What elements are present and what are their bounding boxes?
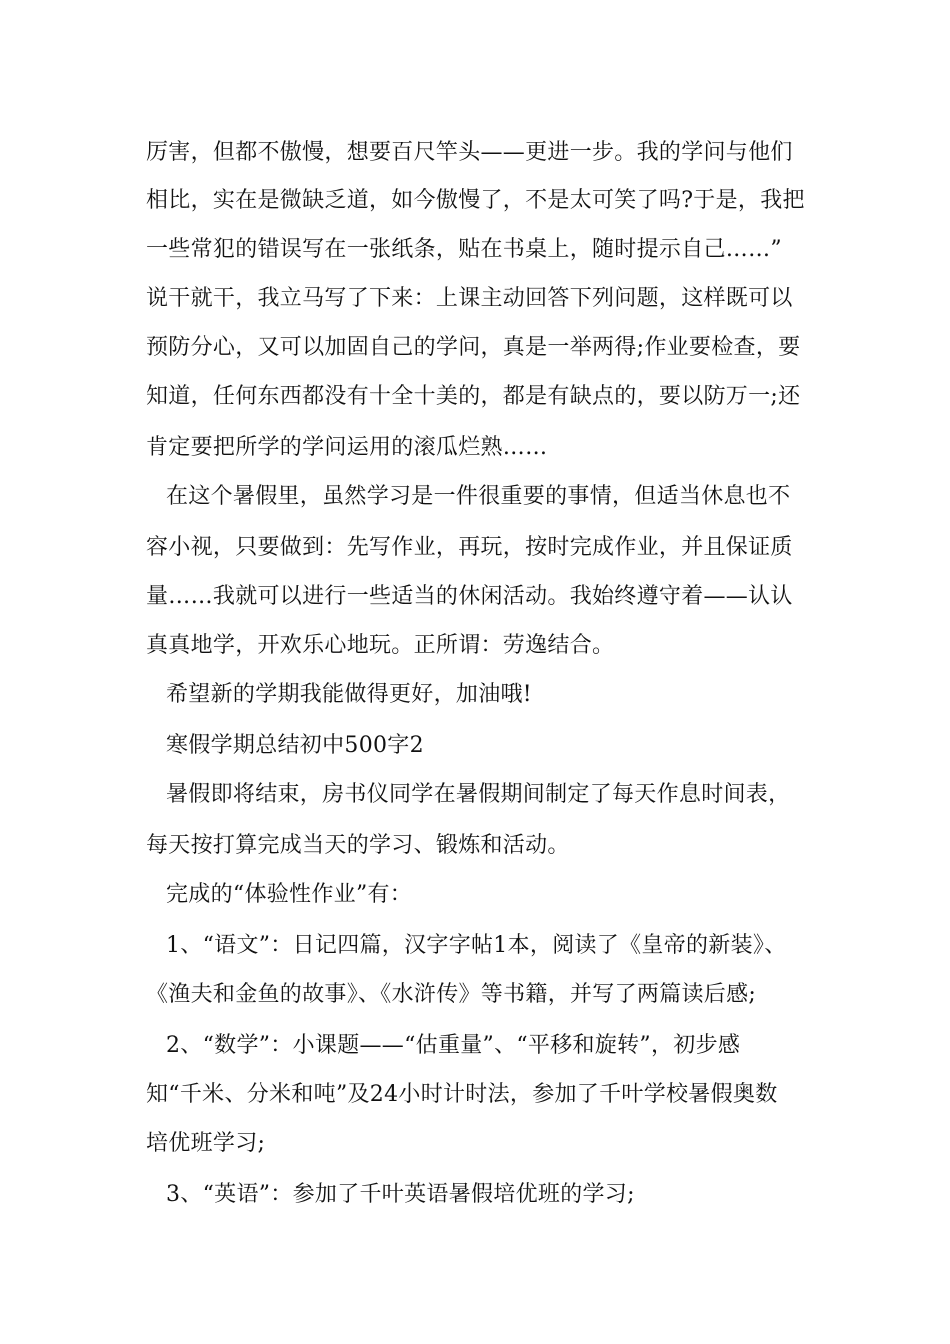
paragraph-line: 完成的“体验性作业”有： xyxy=(166,882,413,907)
paragraph-line: 真真地学，开欢乐心地玩。正所谓：劳逸结合。 xyxy=(146,633,615,658)
list-item: 3、“英语”：参加了千叶英语暑假培优班的学习; xyxy=(166,1182,635,1207)
list-item: 1、“语文”：日记四篇，汉字字帖1本，阅读了《皇帝的新装》、 xyxy=(166,933,787,958)
paragraph-line: 说干就干，我立马写了下来：上课主动回答下列问题，这样既可以 xyxy=(146,286,793,311)
paragraph-line: 一些常犯的错误写在一张纸条，贴在书桌上，随时提示自己……” xyxy=(146,237,782,262)
section-heading: 寒假学期总结初中500字2 xyxy=(166,733,424,758)
paragraph-line: 每天按打算完成当天的学习、锻炼和活动。 xyxy=(146,833,570,858)
list-item: 2、“数学”：小课题——“估重量”、“平移和旋转”，初步感 xyxy=(166,1033,741,1058)
paragraph-line: 在这个暑假里，虽然学习是一件很重要的事情，但适当休息也不 xyxy=(166,484,791,509)
paragraph-line: 知道，任何东西都没有十全十美的，都是有缺点的，要以防万一;还 xyxy=(146,384,801,409)
list-item-continuation: 知“千米、分米和吨”及24小时计时法，参加了千叶学校暑假奥数 xyxy=(146,1082,778,1107)
paragraph-line: 厉害，但都不傲慢，想要百尺竿头——更进一步。我的学问与他们 xyxy=(146,140,793,165)
list-item-continuation: 培优班学习; xyxy=(146,1131,266,1156)
paragraph-line: 肯定要把所学的学问运用的滚瓜烂熟…… xyxy=(146,435,548,460)
paragraph-line: 容小视，只要做到：先写作业，再玩，按时完成作业，并且保证质 xyxy=(146,535,793,560)
paragraph-line: 预防分心，又可以加固自己的学问，真是一举两得;作业要检查，要 xyxy=(146,335,801,360)
paragraph-line: 量……我就可以进行一些适当的休闲活动。我始终遵守着——认认 xyxy=(146,584,793,609)
list-item-continuation: 《渔夫和金鱼的故事》、《水浒传》等书籍，并写了两篇读后感; xyxy=(146,982,757,1007)
paragraph-line: 相比，实在是微缺乏道，如今傲慢了，不是太可笑了吗?于是，我把 xyxy=(146,188,805,213)
paragraph-line: 希望新的学期我能做得更好，加油哦! xyxy=(166,682,532,707)
paragraph-line: 暑假即将结束，房书仪同学在暑假期间制定了每天作息时间表， xyxy=(166,782,791,807)
